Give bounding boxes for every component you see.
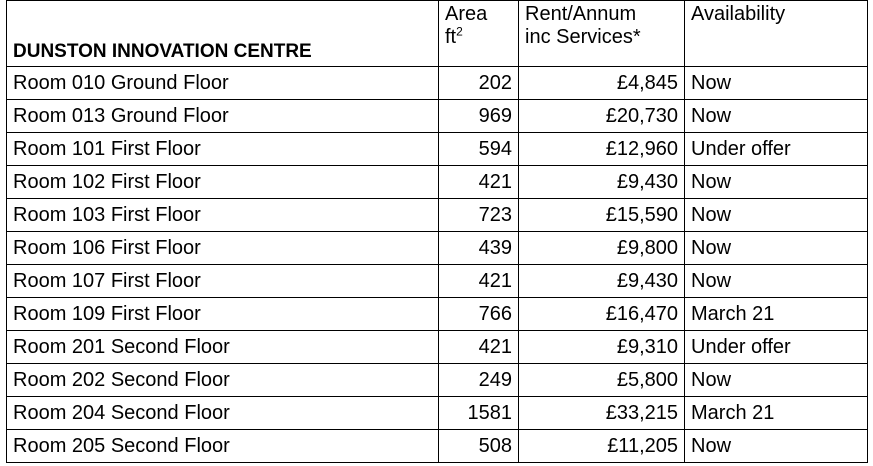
availability-cell: Now [685,232,868,265]
room-cell: Room 202 Second Floor [7,364,439,397]
availability-cell: Under offer [685,133,868,166]
room-cell: Room 201 Second Floor [7,331,439,364]
rent-cell: £16,470 [519,298,685,331]
table-body [7,1,868,463]
area-cell: 723 [439,199,519,232]
availability-table [6,0,868,463]
availability-cell: Under offer [685,331,868,364]
room-cell: Room 013 Ground Floor [7,100,439,133]
area-header [439,1,519,67]
table-row [7,397,868,430]
table-row [7,265,868,298]
table-row [7,331,868,364]
availability-cell: Now [685,67,868,100]
area-cell: 594 [439,133,519,166]
area-cell: 249 [439,364,519,397]
rent-cell: £4,845 [519,67,685,100]
rent-cell: £33,215 [519,397,685,430]
room-cell: Room 010 Ground Floor [7,67,439,100]
availability-cell: Now [685,430,868,463]
rent-cell: £9,430 [519,265,685,298]
room-cell: Room 109 First Floor [7,298,439,331]
room-cell: Room 204 Second Floor [7,397,439,430]
area-header-line2 [445,26,512,49]
availability-cell: March 21 [685,397,868,430]
table-row [7,364,868,397]
table-row [7,67,868,100]
area-unit: ft [445,26,457,48]
area-cell: 421 [439,265,519,298]
room-cell: Room 102 First Floor [7,166,439,199]
table-row [7,298,868,331]
area-cell: 969 [439,100,519,133]
room-cell: Room 107 First Floor [7,265,439,298]
table-row [7,100,868,133]
availability-cell: March 21 [685,298,868,331]
area-header-line1: Area [445,3,488,25]
rent-header-line2: inc Services* [525,26,641,48]
area-unit-superscript: 2 [456,24,463,39]
rent-cell: £12,960 [519,133,685,166]
table-row [7,430,868,463]
availability-cell: Now [685,265,868,298]
area-cell: 766 [439,298,519,331]
area-cell: 202 [439,67,519,100]
availability-cell: Now [685,100,868,133]
room-cell: Room 101 First Floor [7,133,439,166]
rent-header-line1: Rent/Annum [525,3,637,25]
rent-cell: £9,800 [519,232,685,265]
table-row [7,133,868,166]
area-cell: 421 [439,166,519,199]
area-cell: 508 [439,430,519,463]
availability-header: Availability [685,1,868,67]
rent-cell: £9,310 [519,331,685,364]
rent-cell: £5,800 [519,364,685,397]
table-row [7,199,868,232]
availability-cell: Now [685,199,868,232]
room-cell: Room 106 First Floor [7,232,439,265]
rent-cell: £11,205 [519,430,685,463]
rent-cell: £15,590 [519,199,685,232]
area-cell: 421 [439,331,519,364]
area-cell: 1581 [439,397,519,430]
rent-header [519,1,685,67]
header-row [7,1,868,67]
room-cell: Room 205 Second Floor [7,430,439,463]
table-row [7,232,868,265]
availability-cell: Now [685,166,868,199]
rent-cell: £9,430 [519,166,685,199]
availability-cell: Now [685,364,868,397]
table-title: DUNSTON INNOVATION CENTRE [7,1,439,67]
rent-cell: £20,730 [519,100,685,133]
room-cell: Room 103 First Floor [7,199,439,232]
table-row [7,166,868,199]
area-cell: 439 [439,232,519,265]
